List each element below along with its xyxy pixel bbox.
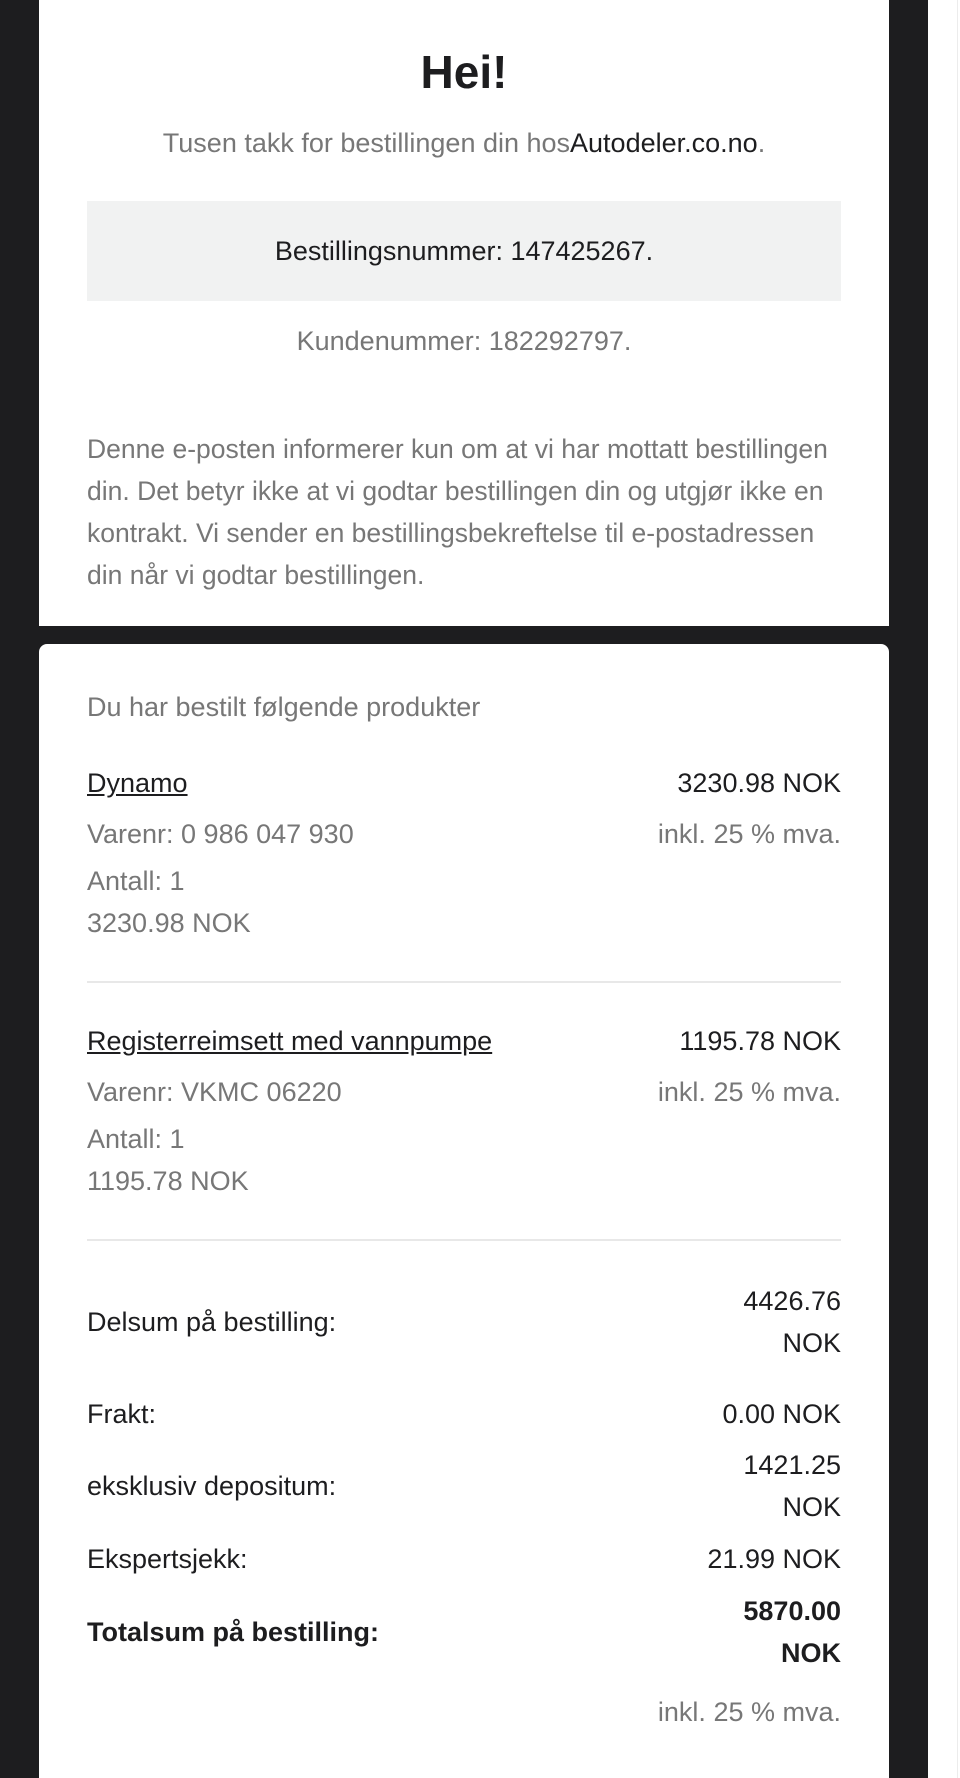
product-vat-note: inkl. 25 % mva.	[657, 1077, 841, 1107]
product-quantity: Antall: 1	[87, 1124, 185, 1154]
subtotal-label: Delsum på bestilling:	[87, 1307, 337, 1337]
subtotal-value: 4426.76 NOK	[743, 1286, 841, 1358]
product-price: 1195.78 NOK	[679, 1026, 841, 1056]
thanks-suffix: .	[757, 128, 766, 158]
product-price: 3230.98 NOK	[677, 768, 841, 798]
deposit-label: eksklusiv depositum:	[87, 1471, 337, 1501]
product-divider	[87, 981, 841, 983]
customer-number: Kundenummer: 182292797.	[296, 326, 632, 356]
grand-total-row	[87, 1588, 841, 1676]
order-number-box	[87, 201, 841, 301]
subtotal-row	[87, 1278, 841, 1366]
product-link[interactable]: Registerreimsett med vannpumpe	[87, 1026, 493, 1056]
deposit-row	[87, 1442, 841, 1530]
order-notice-text: Denne e-posten informerer kun om at vi har mottatt bestillingen din. Det betyr ikke at vi godtar bestillingen din og utgjør ikke en kontrakt. Vi sender en bestillingsbekreftelse til e-postadressen din når vi godtar bestillingen.	[87, 434, 828, 590]
expert-check-value: 21.99 NOK	[707, 1544, 841, 1574]
grand-total-label: Totalsum på bestilling:	[87, 1617, 380, 1647]
order-received-card	[39, 0, 889, 626]
order-number: Bestillingsnummer: 147425267.	[274, 235, 654, 266]
product-sku: Varenr: 0 986 047 930	[87, 819, 354, 849]
product-link[interactable]: Dynamo	[87, 768, 188, 798]
brand-name: Autodeler.co.no	[570, 128, 758, 158]
products-heading: Du har bestilt følgende produkter	[87, 692, 481, 722]
product-line-total: 1195.78 NOK	[87, 1166, 249, 1196]
expert-check-row	[87, 1538, 841, 1580]
product-sku: Varenr: VKMC 06220	[87, 1077, 342, 1107]
greeting-heading: Hei!	[420, 46, 508, 98]
scrollbar-track[interactable]	[957, 0, 958, 1778]
product-quantity: Antall: 1	[87, 866, 185, 896]
grand-total-vat-note: inkl. 25 % mva.	[657, 1697, 841, 1727]
deposit-value: 1421.25 NOK	[743, 1450, 841, 1522]
shipping-label: Frakt:	[87, 1399, 157, 1429]
shipping-row	[87, 1393, 841, 1435]
thanks-message	[39, 126, 889, 160]
totals-divider	[87, 1239, 841, 1241]
thanks-prefix: Tusen takk for bestillingen din hos	[162, 128, 571, 158]
product-vat-note: inkl. 25 % mva.	[657, 819, 841, 849]
shipping-value: 0.00 NOK	[722, 1399, 841, 1429]
grand-total-value: 5870.00 NOK	[743, 1596, 841, 1668]
expert-check-label: Ekspertsjekk:	[87, 1544, 248, 1574]
product-line-total: 3230.98 NOK	[87, 908, 251, 938]
